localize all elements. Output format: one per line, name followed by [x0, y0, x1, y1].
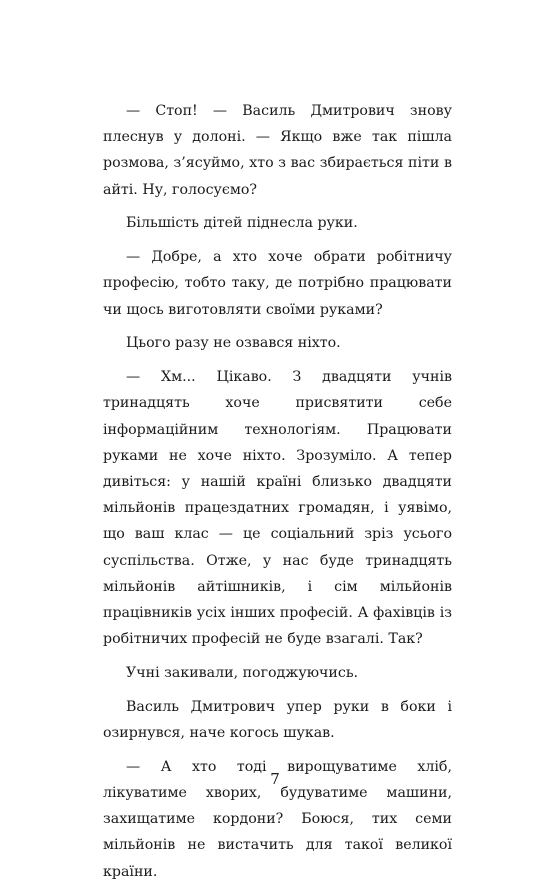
- paragraph: — А хто тоді вирощуватиме хліб, лікуватиме хворих, будуватиме машини, захищатиме кордони? Боюся, тих семи мільйонів не вистачить для такої великої країни.: [103, 758, 452, 880]
- paragraph: — Стоп! — Василь Дмитрович знову плеснув у долоні. — Якщо вже так пішла розмова, з’ясуймо, хто з вас збирається піти в айті. Ну, голосуємо?: [103, 103, 452, 198]
- paragraph: Більшість дітей піднесла руки.: [126, 215, 358, 232]
- paragraph: Цього разу не озвався ніхто.: [126, 335, 341, 352]
- page-number: 7: [270, 770, 280, 788]
- paragraph: — Добре, а хто хоче обрати робітничу професію, тобто таку, де потрібно працювати чи щось виготовляти своїми руками?: [103, 249, 452, 318]
- paragraph: — Хм... Цікаво. З двадцяти учнів тринадцять хоче присвятити себе інформаційним технологіям. Працювати руками не хоче ніхто. Зрозуміло. А тепер дивіться: у нашій країні близько двадцяти мільйонів працездатних громадян, і уявімо, що ваш клас — це соціальний зріз усього суспільства. Отже, у нас буде тринадцять мільйонів айтішників, і сім мільйонів працівників усіх інших професій. А фахівців із робітничих професій не буде взагалі. Так?: [103, 369, 452, 648]
- paragraph: Учні закивали, погоджуючись.: [126, 665, 359, 682]
- paragraph: Василь Дмитрович упер руки в боки і озирнувся, наче когось шукав.: [103, 698, 452, 742]
